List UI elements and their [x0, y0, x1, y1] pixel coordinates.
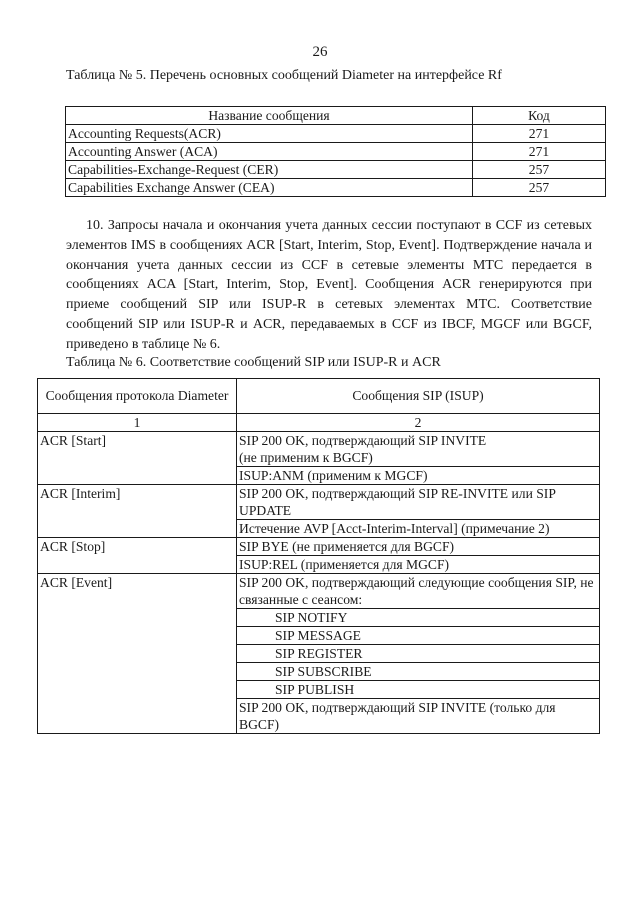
table-row	[66, 179, 606, 197]
table-row	[66, 161, 606, 179]
sip-message: Истечение AVP [Acct-Interim-Interval] (примечание 2)	[237, 520, 600, 538]
acr-type: ACR [Event]	[38, 574, 237, 734]
column-header-diameter: Сообщения протокола Diameter	[38, 379, 237, 414]
sip-message: SIP 200 OK, подтверждающий SIP INVITE (только для BGCF)	[237, 699, 600, 734]
paragraph-10	[66, 216, 592, 355]
table-header-row	[38, 379, 600, 414]
acr-sip-mapping-table	[37, 378, 600, 734]
message-name: Capabilities-Exchange-Request (CER)	[66, 161, 473, 179]
message-code: 257	[473, 161, 606, 179]
diameter-messages-table	[65, 106, 606, 197]
sip-message: ISUP:ANM (применим к MGCF)	[237, 467, 600, 485]
sip-message: SIP SUBSCRIBE	[237, 663, 600, 681]
sip-message: SIP NOTIFY	[237, 609, 600, 627]
column-header-code: Код	[473, 107, 606, 125]
paragraph-text: Запросы начала и окончания учета данных сессии поступают в CCF из сетевых элементов IMS в сообщениях ACR [Start, Interim, Stop, Event]. Подтверждение начала и окончания учета данных сессии из CCF в сетевые элементы МТС передается в сообщениях ACA [Start, Interim, Stop, Event]. Сообщения ACR генерируются при приеме сообщений SIP или ISUP-R в сетевых элементах МТС. Соответствие сообщений SIP или ISUP-R и ACR, передаваемых в CCF из IBCF, MGCF или BGCF, приведено в таблице № 6.	[66, 218, 592, 352]
acr-type: ACR [Interim]	[38, 485, 237, 538]
message-code: 257	[473, 179, 606, 197]
sip-message-note: (не применим к BGCF)	[239, 450, 373, 465]
table-row	[38, 432, 600, 467]
table-row	[66, 125, 606, 143]
acr-type: ACR [Stop]	[38, 538, 237, 574]
message-name: Accounting Answer (ACA)	[66, 143, 473, 161]
sip-message: SIP PUBLISH	[237, 681, 600, 699]
message-code: 271	[473, 143, 606, 161]
column-number-row	[38, 414, 600, 432]
table-header-row	[66, 107, 606, 125]
sip-message: SIP BYE (не применяется для BGCF)	[237, 538, 600, 556]
table5-caption: Таблица № 5. Перечень основных сообщений Diameter на интерфейсе Rf	[66, 68, 502, 83]
page-number: 26	[312, 44, 328, 60]
column-header-name: Название сообщения	[66, 107, 473, 125]
column-header-sip: Сообщения SIP (ISUP)	[237, 379, 600, 414]
sip-message: ISUP:REL (применяется для MGCF)	[237, 556, 600, 574]
table6-caption: Таблица № 6. Соответствие сообщений SIP или ISUP-R и ACR	[66, 355, 441, 370]
message-code: 271	[473, 125, 606, 143]
message-name: Accounting Requests(ACR)	[66, 125, 473, 143]
column-number: 1	[38, 414, 237, 432]
sip-message	[237, 432, 600, 467]
sip-message: SIP 200 OK, подтверждающий следующие сообщения SIP, не связанные с сеансом:	[237, 574, 600, 609]
message-name: Capabilities Exchange Answer (CEA)	[66, 179, 473, 197]
paragraph-number: 10.	[86, 218, 104, 233]
sip-message-text: SIP 200 OK, подтверждающий SIP INVITE	[239, 433, 487, 448]
table-row	[38, 574, 600, 609]
sip-message: SIP MESSAGE	[237, 627, 600, 645]
sip-message: SIP REGISTER	[237, 645, 600, 663]
table-row	[38, 538, 600, 556]
table-row	[66, 143, 606, 161]
acr-type: ACR [Start]	[38, 432, 237, 485]
table-row	[38, 485, 600, 520]
sip-message: SIP 200 OK, подтверждающий SIP RE-INVITE или SIP UPDATE	[237, 485, 600, 520]
column-number: 2	[237, 414, 600, 432]
